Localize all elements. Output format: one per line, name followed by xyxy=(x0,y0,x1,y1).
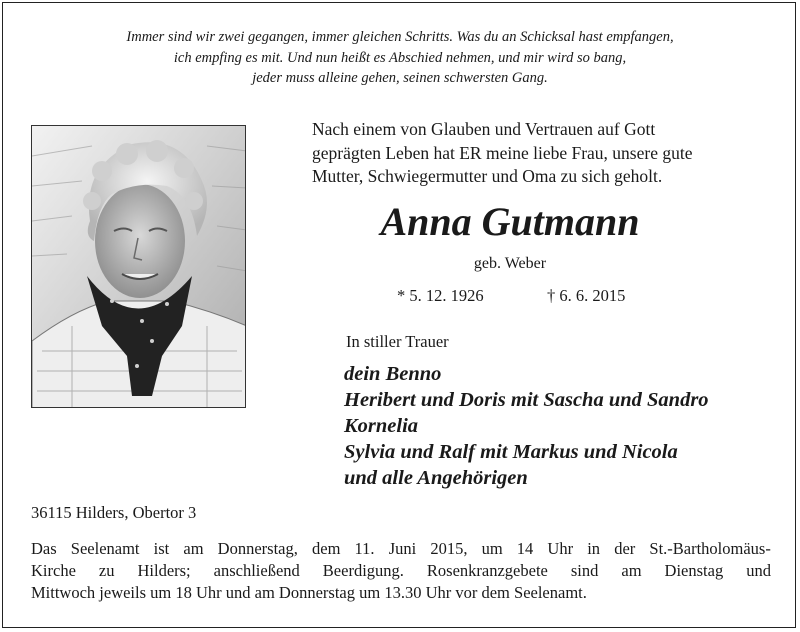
notice-word: am xyxy=(183,539,204,558)
maiden-name: geb. Weber xyxy=(473,255,547,272)
intro-line: geprägten Leben hat ER meine liebe Frau, unsere gute xyxy=(312,142,693,163)
intro-line: Nach einem von Glauben und Vertrauen auf Gott xyxy=(312,119,656,139)
poem xyxy=(0,27,800,89)
notice-word: Dienstag xyxy=(664,561,724,580)
intro-text xyxy=(312,118,782,189)
mourners-list xyxy=(344,361,784,491)
notice-word: Kirche xyxy=(31,561,76,580)
poem-line: jeder muss alleine gehen, seinen schwersten Gang. xyxy=(252,70,548,86)
service-notice xyxy=(31,538,771,604)
poem-line: ich empfing es mit. Und nun heißt es Abschied nehmen, und mir wird so bang, xyxy=(173,49,627,66)
notice-word: Seelenamt xyxy=(70,539,140,558)
notice-word: in xyxy=(587,539,601,558)
notice-word: Hilders; xyxy=(137,561,191,580)
notice-word: 14 xyxy=(516,539,534,558)
notice-word: St.-Bartholomäus- xyxy=(649,539,771,558)
address: 36115 Hilders, Obertor 3 xyxy=(31,503,197,522)
notice-word: 2015, xyxy=(430,539,468,558)
notice-word: Donnerstag, xyxy=(217,539,298,558)
notice-line: Mittwoch jeweils um 18 Uhr und am Donnerstag um 13.30 Uhr vor dem Seelenamt. xyxy=(31,583,587,602)
intro-line: Mutter, Schwiegermutter und Oma zu sich geholt. xyxy=(312,166,663,186)
death-date: † 6. 6. 2015 xyxy=(547,286,626,305)
notice-word: um xyxy=(481,539,503,558)
notice-word: am xyxy=(621,561,642,580)
notice-line xyxy=(31,560,771,582)
mourning-heading: In stiller Trauer xyxy=(346,332,449,351)
notice-word: Beerdigung. xyxy=(322,561,404,580)
notice-word: Das xyxy=(31,539,57,558)
notice-word: Uhr xyxy=(547,539,574,558)
notice-word: sind xyxy=(570,561,599,580)
notice-word: zu xyxy=(98,561,115,580)
deceased-name: Anna Gutmann xyxy=(380,199,640,244)
portrait-illustration xyxy=(32,126,246,408)
mourner-line: und alle Angehörigen xyxy=(344,467,528,489)
birth-date: * 5. 12. 1926 xyxy=(397,286,484,305)
mourner-line: Kornelia xyxy=(344,415,419,437)
notice-word: anschließend xyxy=(213,561,300,580)
notice-word: ist xyxy=(153,539,170,558)
mourner-line: dein Benno xyxy=(344,363,442,385)
notice-word: dem xyxy=(312,539,341,558)
notice-word: Juni xyxy=(388,539,417,558)
mourner-line: Sylvia und Ralf mit Markus und Nicola xyxy=(344,441,678,463)
notice-word: und xyxy=(746,561,771,580)
notice-word: Rosenkranzgebete xyxy=(426,561,548,580)
notice-line xyxy=(31,538,771,560)
notice-word: der xyxy=(614,539,636,558)
notice-word: 11. xyxy=(354,539,375,558)
mourner-line: Heribert und Doris mit Sascha und Sandro xyxy=(344,389,709,411)
portrait-photo xyxy=(31,125,246,408)
poem-line: Immer sind wir zwei gegangen, immer gleichen Schritts. Was du an Schicksal hast empfangen, xyxy=(126,29,674,45)
